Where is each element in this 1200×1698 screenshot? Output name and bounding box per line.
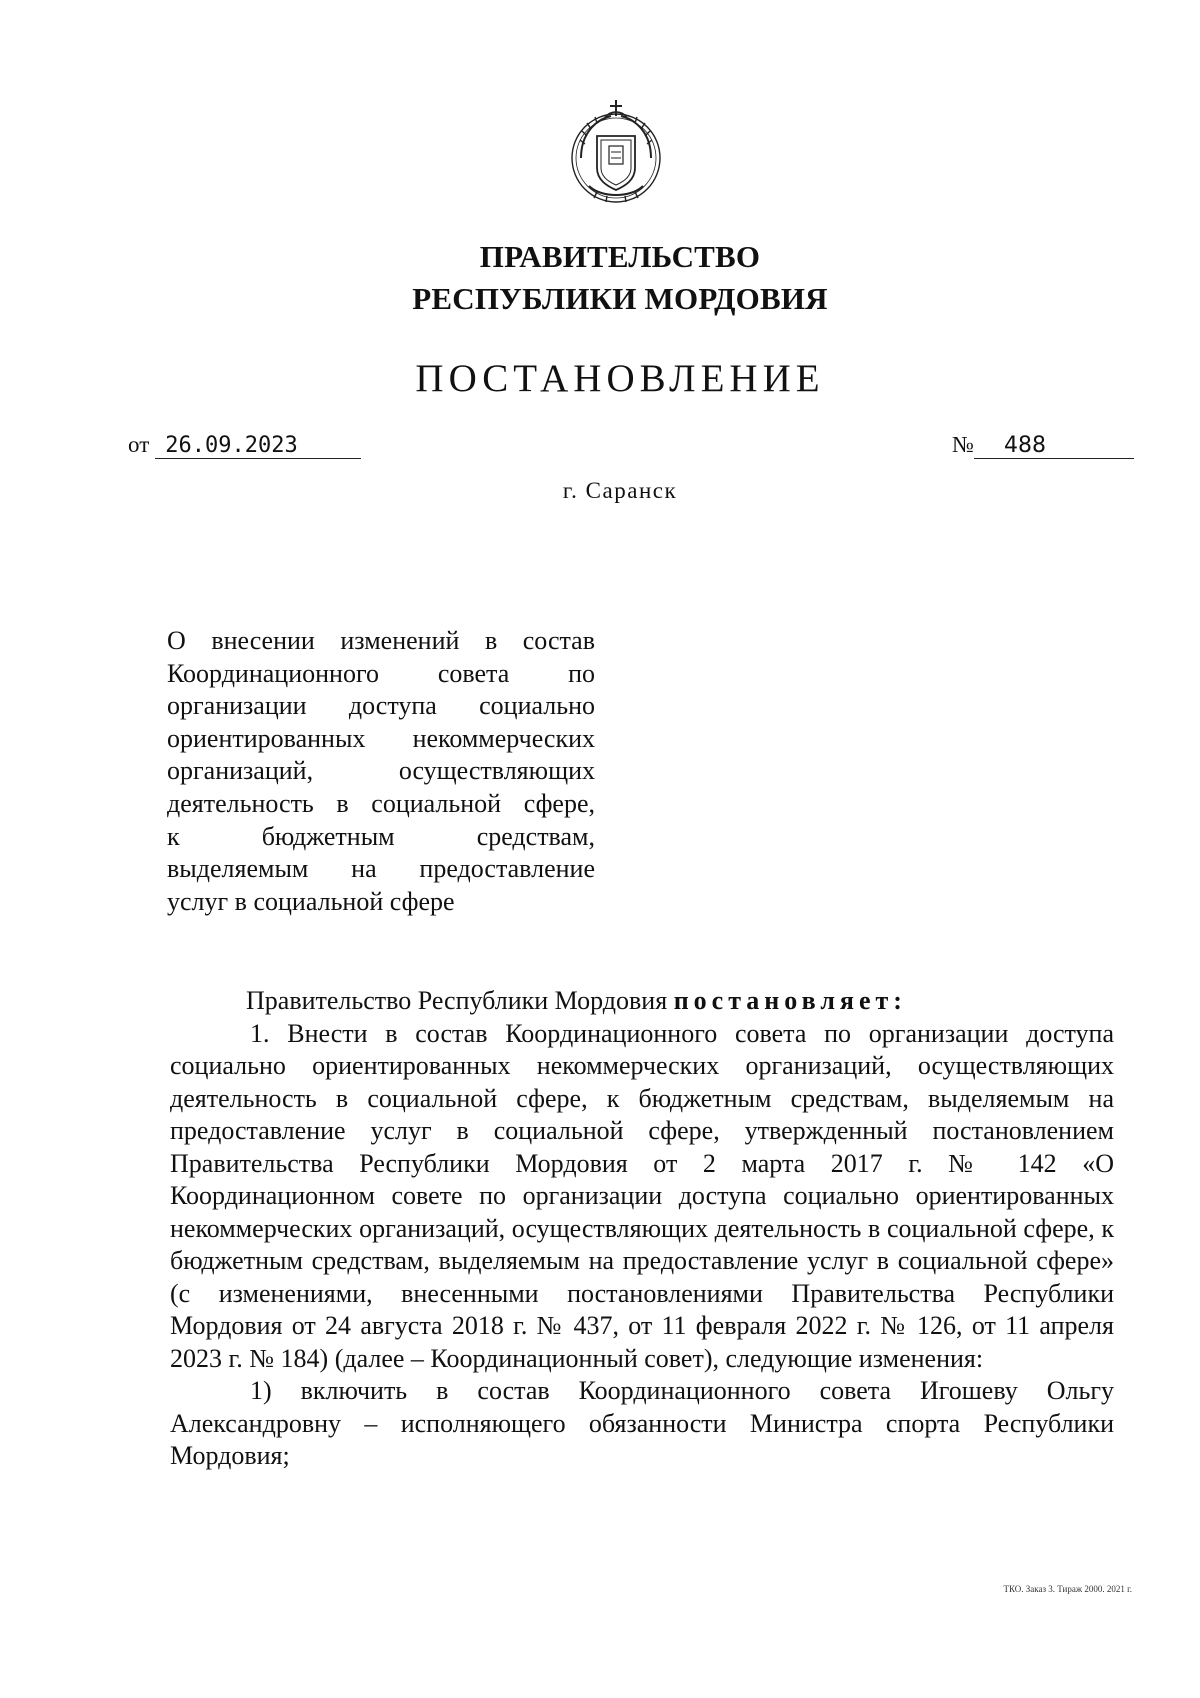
subject-line: услуг в социальной сфере — [167, 886, 455, 916]
government-name-line1: ПРАВИТЕЛЬСТВО — [479, 239, 761, 274]
city-name: г. Саранск — [562, 478, 678, 503]
number-value: 488 — [974, 434, 1134, 459]
subject-line: к бюджетным средствам, — [167, 821, 595, 851]
document-body — [170, 985, 1114, 1473]
document-number — [952, 430, 1134, 460]
subject-line: выделяемым на предоставление — [167, 854, 595, 884]
intro-verb: постановляет — [673, 986, 894, 1015]
document-type-title: ПОСТАНОВЛЕНИЕ — [415, 357, 825, 400]
subject-line: деятельность в социальной сфере, — [167, 788, 595, 818]
subject-line: организаций, осуществляющих — [167, 756, 595, 786]
intro-colon: : — [893, 986, 907, 1015]
paragraph-1: 1. Внести в состав Координационного совета по организации доступа социально ориентированных некоммерческих организаций, осуществляющих деятельность в социальной сфере, к бюджетным средствам, выделяемым на предоставление услуг в социальной сфере, утвержденный постановлением Правительства Республики Мордовия от 2 марта 2017 г. № 142 «О Координационном совете по организации доступа социально ориентированных некоммерческих организаций, осуществляющих деятельность в социальной сфере, к бюджетным средствам, выделяемым на предоставление услуг в социальной сфере» (с изменениями, внесенными постановлениями Правительства Республики Мордовия от 24 августа 2018 г. № 437, от 11 февраля 2022 г. № 126, от 11 апреля 2023 г. № 184) (далее – Координационный совет), следующие изменения: — [170, 1018, 1114, 1373]
subject-line: О внесении изменений в состав — [167, 626, 595, 655]
document-date — [128, 430, 361, 460]
subject-line: Координационного совета по — [167, 658, 595, 688]
date-prefix: от — [128, 432, 150, 457]
intro-paragraph — [170, 985, 1114, 1018]
intro-text: Правительство Республики Мордовия — [246, 986, 674, 1015]
government-name-line2: РЕСПУБЛИКИ МОРДОВИЯ — [412, 281, 828, 316]
number-prefix: № — [952, 432, 974, 457]
document-subject — [167, 625, 595, 918]
subject-line: ориентированных некоммерческих — [167, 723, 595, 753]
coat-of-arms-emblem — [567, 96, 665, 208]
subject-line: организации доступа социально — [167, 691, 595, 721]
print-imprint: ТКО. Заказ 3. Тираж 2000. 2021 г. — [1003, 1584, 1132, 1594]
paragraph-2: 1) включить в состав Координационного совета Игошеву Ольгу Александровну – исполняющего обязанности Министра спорта Республики Мордовия; — [170, 1376, 1114, 1470]
date-value: 26.09.2023 — [155, 434, 361, 459]
